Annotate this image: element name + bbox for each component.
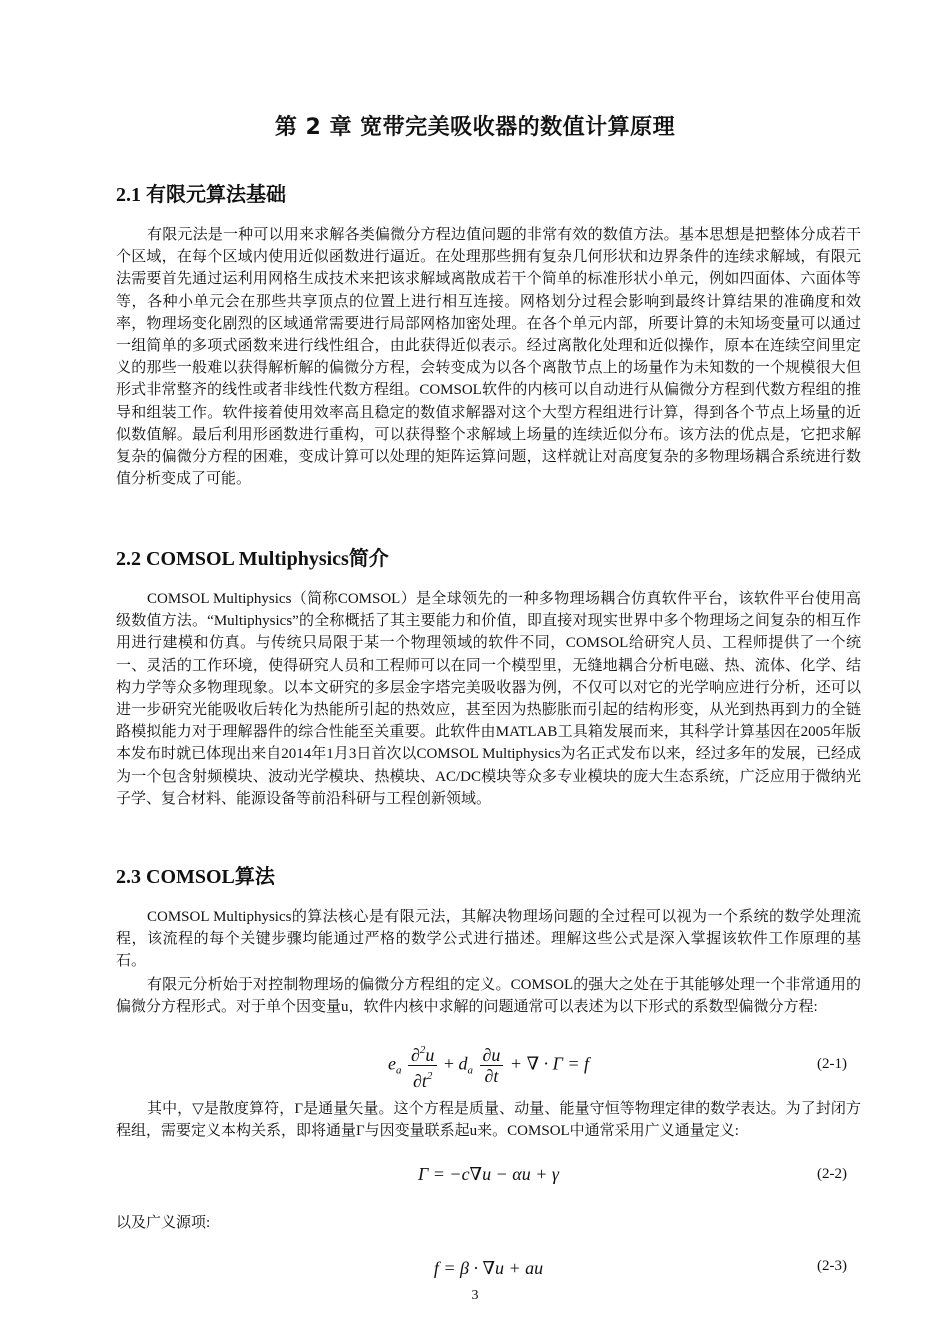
section-heading-2-2: 2.2 COMSOL Multiphysics简介 bbox=[116, 548, 389, 570]
equation-2-1 bbox=[116, 1040, 861, 1090]
paragraph-source-term: 以及广义源项: bbox=[116, 1215, 211, 1231]
frac-second-derivative: $\frac{\partial^2u}{\partial t^2}$ bbox=[408, 1040, 437, 1091]
equation-2-2 bbox=[116, 1164, 861, 1204]
equation-number-2-3: (2-3) bbox=[817, 1258, 847, 1274]
section-heading-2-3: 2.3 COMSOL算法 bbox=[116, 866, 275, 888]
paragraph-fem-basics: 有限元法是一种可以用来求解各类偏微分方程边值问题的非常有效的数值方法。基本思想是把整体分成若干个区域，在每个区域内使用近似函数进行逼近。在处理那些拥有复杂几何形状和边界条件的连续求解域，有限元法需要首先通过运利用网格生成技术来把该求解域离散成若干个简单的标准形状小单元，例如四面体、六面体等等，各种小单元会在那些共享顶点的位置上进行相互连接。网格划分过程会影响到最终计算结果的准确度和效率，物理场变化剧烈的区域通常需要进行局部网格加密处理。在各个单元内部，所要计算的未知场变量可以通过一组简单的多项式函数来进行线性组合，由此获得近似表示。经过离散化处理和近似操作，原本在连续空间里定义的那些一般难以获得解析解的偏微分方程，会转变成为以各个离散节点上的场量作为未知数的一个规模很大但形式非常整齐的线性或者非线性代数方程组。COMSOL软件的内核可以自动进行从偏微分方程到代数方程组的推导和组装工作。软件接着使用效率高且稳定的数值求解器对这个大型方程组进行计算，得到各个节点上场量的近似数值解。最后利用形函数进行重构，可以获得整个求解域上场量的连续近似分布。该方法的优点是，它把求解复杂的偏微分方程的困难，变成计算可以处理的矩阵运算问题，这样就让对高度复杂的多物理场耦合系统进行数值分析变成了可能。 bbox=[116, 227, 861, 488]
paragraph-comsol-intro: COMSOL Multiphysics（简称COMSOL）是全球领先的一种多物理场耦合仿真软件平台，该软件平台使用高级数值方法。“Multiphysics”的全称概括了其主要能力和价值，即直接对现实世界中多个物理场之间复杂的相互作用进行建模和仿真。与传统只局限于某一个物理领域的软件不同，COMSOL给研究人员、工程师提供了一个统一、灵活的工作环境，使得研究人员和工程师可以在同一个模型里，无缝地耦合分析电磁、热、流体、化学、结构力学等众多物理现象。以本文研究的多层金字塔完美吸收器为例，不仅可以对它的光学响应进行分析，还可以进一步研究光能吸收后转化为热能所引起的热效应，甚至因为热膨胀而引起的结构形变，从光到热再到力的全链路模拟能力对于理解器件的综合性能至关重要。此软件由MATLAB工具箱发展而来，其科学计算基因在2005年版本发布时就已体现出来自2014年1月3日首次以COMSOL Multiphysics为名正式发布以来，经过多年的发展，已经成为一个包含射频模块、波动光学模块、热模块、AC/DC模块等众多专业模块的庞大生态系统，广泛应用于微纳光子学、复合材料、能源设备等前沿科研与工程创新领域。 bbox=[116, 591, 861, 807]
paragraph-comsol-algorithm-2: 有限元分析始于对控制物理场的偏微分方程组的定义。COMSOL的强大之处在于其能够处理一个非常通用的偏微分方程形式。对于单个因变量u，软件内核中求解的问题通常可以表述为以下形式的系数型偏微分方程: bbox=[116, 977, 861, 1016]
equation-number-2-2: (2-2) bbox=[817, 1166, 847, 1182]
paragraph-divergence-definition: 其中，▽是散度算符，Γ是通量矢量。这个方程是质量、动量、能量守恒等物理定律的数学表达。为了封闭方程组，需要定义本构关系，即将通量Γ与因变量联系起u来。COMSOL中通常采用广义通量定义: bbox=[116, 1101, 861, 1140]
equation-2-1-body: $e_a$ $\frac{\partial^2u}{\partial t^2}$ + $d_a$ $\frac{\partial u}{\partial t}$ + ∇ · Γ = f bbox=[116, 1040, 861, 1091]
frac-first-derivative: $\frac{\partial u}{\partial t}$ bbox=[480, 1045, 504, 1086]
chapter-title: 第 2 章 宽带完美吸收器的数值计算原理 bbox=[274, 115, 676, 140]
equation-number-2-1: (2-1) bbox=[817, 1056, 847, 1072]
equation-2-2-body: Γ = −c∇u − αu + γ bbox=[418, 1164, 559, 1184]
section-heading-2-1: 2.1 有限元算法基础 bbox=[116, 184, 286, 206]
paragraph-comsol-algorithm-1: COMSOL Multiphysics的算法核心是有限元法，其解决物理场问题的全过程可以视为一个系统的数学处理流程，该流程的每个关键步骤均能通过严格的数学公式进行描述。理解这些公式是深入掌握该软件工作原理的基石。 bbox=[116, 909, 861, 970]
page-number: 3 bbox=[471, 1288, 479, 1303]
equation-2-3-body: f = β · ∇u + au bbox=[433, 1258, 544, 1278]
